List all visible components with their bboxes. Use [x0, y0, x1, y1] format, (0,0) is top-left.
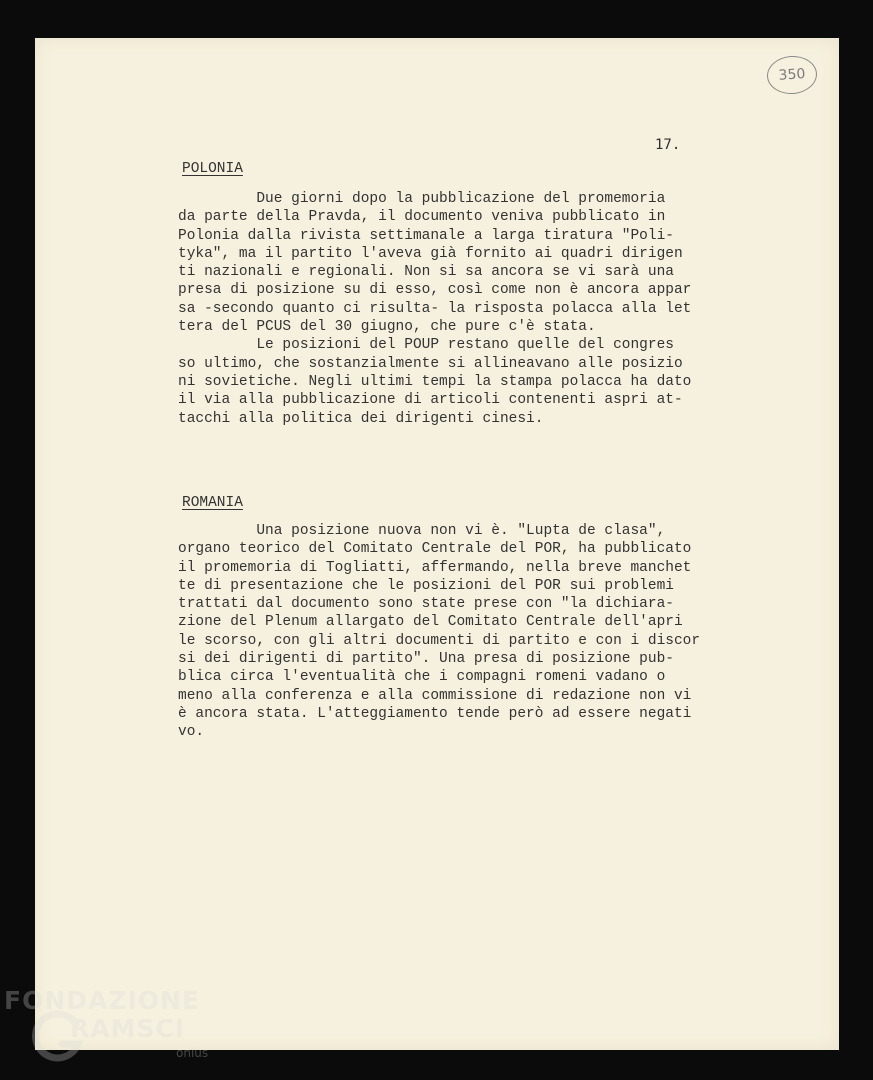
text-line: vo. [178, 724, 205, 741]
text-line: Due giorni dopo la pubblicazione del promemoria [178, 191, 666, 207]
watermark-text-gramsci: RAMSCI [70, 1014, 186, 1043]
page-number: 17. [655, 137, 681, 153]
text-line: ti nazionali e regionali. Non si sa ancora se vi sarà una [178, 264, 674, 281]
text-line: Polonia dalla rivista settimanale a larga tiratura "Poli- [178, 227, 674, 244]
text-line: sa -secondo quanto ci risulta- la risposta polacca alla let [178, 300, 692, 317]
section-body-polonia [178, 190, 691, 428]
text-line: il promemoria di Togliatti, affermando, nella breve manchet [178, 559, 692, 576]
text-line: meno alla conferenza e alla commissione di redazione non vi [178, 687, 692, 704]
watermark-text-fondazione: FONDAZIONE [4, 986, 201, 1015]
text-line: si dei dirigenti di partito". Una presa di posizione pub- [178, 651, 674, 668]
section-heading-romania: ROMANIA [182, 495, 243, 511]
text-line: Una posizione nuova non vi è. "Lupta de clasa", [178, 523, 666, 539]
section-heading-polonia: POLONIA [182, 161, 243, 177]
archive-number-stamp: 350 [766, 54, 819, 95]
text-line: blica circa l'eventualità che i compagni romeni vadano o [178, 669, 666, 686]
text-line: so ultimo, che sostanzialmente si allineavano alle posizio [178, 355, 683, 372]
text-line: tyka", ma il partito l'aveva già fornito ai quadri dirigen [178, 245, 683, 262]
watermark-text-onlus: onlus [176, 1046, 209, 1060]
text-line: tacchi alla politica dei dirigenti cinesi. [178, 410, 544, 427]
text-line: da parte della Pravda, il documento veniva pubblicato in [178, 209, 666, 226]
text-line: le scorso, con gli altri documenti di partito e con i discor [178, 632, 701, 649]
text-line: il via alla pubblicazione di articoli contenenti aspri at- [178, 392, 683, 409]
section-body-romania [178, 522, 700, 742]
text-line: è ancora stata. L'atteggiamento tende però ad essere negati [178, 705, 692, 722]
text-line: presa di posizione su di esso, così come non è ancora appar [178, 282, 692, 299]
text-line: ni sovietiche. Negli ultimi tempi la stampa polacca ha dato [178, 373, 692, 390]
text-line: organo teorico del Comitato Centrale del POR, ha pubblicato [178, 541, 692, 558]
text-line: zione del Plenum allargato del Comitato Centrale dell'apri [178, 614, 683, 631]
text-line: te di presentazione che le posizioni del POR sui problemi [178, 577, 674, 594]
text-line: trattati dal documento sono state prese con "la dichiara- [178, 596, 674, 613]
text-line: Le posizioni del POUP restano quelle del congres [178, 337, 674, 354]
text-line: tera del PCUS del 30 giugno, che pure c'è stata. [178, 319, 596, 336]
